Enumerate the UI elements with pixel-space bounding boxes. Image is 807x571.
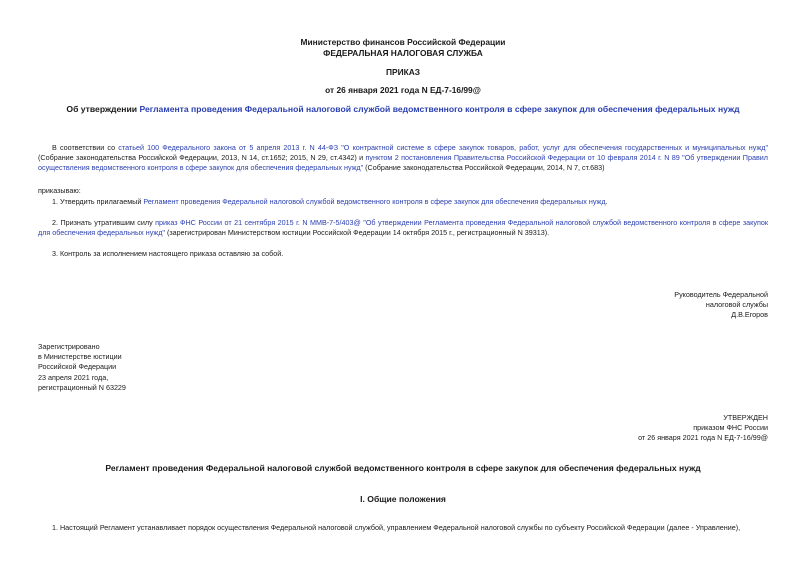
preamble-paragraph	[38, 143, 768, 174]
preamble-text-2: (Собрание законодательства Российской Федерации, 2013, N 14, ст.1652; 2015, N 29, ст.4342) и	[38, 153, 366, 163]
registration-line-2: в Министерстве юстиции	[38, 352, 122, 362]
preamble-text-1: В соответствии со	[52, 143, 119, 152]
item2-text-2: (зарегистрирован Министерством юстиции Российской Федерации 14 октября 2015 г., регистрационный N 39313).	[164, 228, 550, 238]
reglament-link[interactable]: Регламента проведения Федеральной налоговой службой ведомственного контроля в сфере закупок для обеспечения федеральных нужд	[139, 104, 740, 114]
approval-line-1: УТВЕРЖДЕН	[723, 413, 768, 422]
signature-line-1: Руководитель Федеральной	[674, 290, 768, 299]
repealed-order-link[interactable]: приказ ФНС России от 21 сентября 2015 г. N ММВ-7-5/403@ "Об утверждении Регламента проведения Федеральной налоговой службой ведомственного контроля в сфере закупок для обеспечения федеральных нужд"	[38, 218, 768, 238]
item1-text-1: 1. Утвердить прилагаемый	[52, 197, 144, 206]
reglament-title: Регламент проведения Федеральной налоговой службой ведомственного контроля в сфере закупок для обеспечения федеральных нужд	[105, 463, 701, 473]
order-item-1	[38, 197, 768, 207]
order-item-3: 3. Контроль за исполнением настоящего приказа оставляю за собой.	[52, 249, 284, 258]
approval-line-2: приказом ФНС России	[693, 423, 768, 433]
registration-line-3: Российской Федерации	[38, 362, 117, 372]
registration-line-4: 23 апреля 2021 года,	[38, 372, 109, 382]
signature-name: Д.В.Егоров	[731, 310, 768, 320]
registration-line-1: Зарегистрировано	[38, 342, 100, 351]
order-title-prefix: Об утверждении	[66, 104, 140, 114]
law-44fz-link[interactable]: статьей 100 Федерального закона от 5 апреля 2013 г. N 44-ФЗ "О контрактной системе в сфере закупок товаров, работ, услуг для обеспечения государственных и муниципальных нужд"	[118, 143, 769, 152]
doc-date-number: от 26 января 2021 года N ЕД-7-16/99@	[325, 85, 481, 95]
approval-line-3: от 26 января 2021 года N ЕД-7-16/99@	[638, 433, 768, 443]
section-1-title: I. Общие положения	[360, 494, 446, 504]
registration-block	[38, 342, 768, 393]
ministry-name: Министерство финансов Российской Федерации	[300, 37, 506, 47]
reglament-approved-link[interactable]: Регламент проведения Федеральной налоговой службой ведомственного контроля в сфере закупок для обеспечения федеральных нужд	[143, 197, 606, 206]
service-name: ФЕДЕРАЛЬНАЯ НАЛОГОВАЯ СЛУЖБА	[323, 47, 483, 58]
doc-type: ПРИКАЗ	[385, 67, 421, 77]
government-decree-link[interactable]: пунктом 2 постановления Правительства Российской Федерации от 10 февраля 2014 г. N 89 "Об утверждении Правил осуществления ведомственного контроля в сфере закупок для обеспечения федеральных нужд"	[38, 153, 768, 173]
order-title	[38, 104, 768, 114]
order-word: приказываю:	[38, 186, 81, 195]
paragraph-1: 1. Настоящий Регламент устанавливает порядок осуществления Федеральной налоговой службой, управлением Федеральной налоговой службы по субъекту Российской Федерации (далее - Управление),	[52, 523, 741, 532]
approval-block	[38, 413, 768, 444]
signature-line-2: налоговой службы	[705, 300, 768, 310]
item2-text-1: 2. Признать утратившим силу	[52, 218, 156, 227]
order-item-2	[38, 218, 768, 238]
preamble-text-3: (Собрание законодательства Российской Федерации, 2014, N 7, ст.683)	[363, 163, 605, 173]
registration-line-5: регистрационный N 63229	[38, 382, 126, 392]
document-header	[38, 37, 768, 58]
signature-block	[38, 290, 768, 321]
item1-text-2: .	[605, 197, 608, 206]
